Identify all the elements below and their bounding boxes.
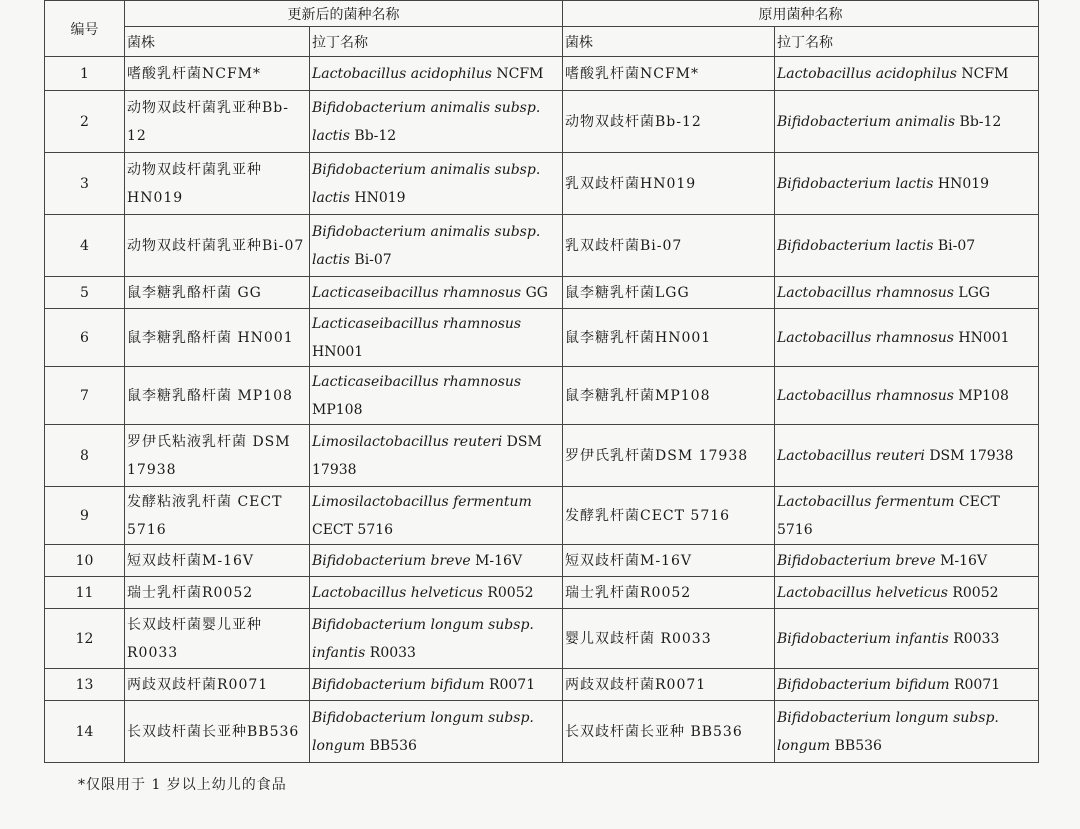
old-strain-name — [563, 609, 775, 669]
old-strain-code: Bi-07 — [937, 237, 976, 254]
old-strain-name — [563, 487, 775, 545]
new-strain-name — [125, 577, 310, 609]
new-strain-code: GG — [525, 284, 548, 301]
old-latin-text: Lactobacillus rhamnosus — [777, 284, 954, 301]
row-number — [45, 577, 125, 609]
old-latin-text: Lactobacillus rhamnosus — [777, 329, 954, 346]
header-new-latin: 拉丁名称 — [310, 27, 563, 57]
old-latin-name — [775, 367, 1039, 425]
new-latin-text: Bifidobacterium animalis subsp. lactis — [312, 99, 541, 144]
new-latin-name — [310, 91, 563, 153]
old-strain-name — [563, 669, 775, 701]
new-strain-name — [125, 609, 310, 669]
old-strain-name — [563, 153, 775, 215]
old-strain-text: 乳双歧杆菌Bi-07 — [565, 237, 683, 254]
row-number-text: 7 — [80, 387, 89, 404]
row-number — [45, 367, 125, 425]
row-number — [45, 669, 125, 701]
old-strain-code: LGG — [958, 284, 991, 301]
old-strain-code: DSM 17938 — [929, 447, 1014, 464]
old-latin-text: Bifidobacterium longum subsp. longum — [777, 709, 999, 754]
row-number — [45, 57, 125, 91]
old-strain-name — [563, 309, 775, 367]
old-strain-text: 动物双歧杆菌Bb-12 — [565, 113, 702, 130]
old-latin-name — [775, 57, 1039, 91]
new-strain-code: R0071 — [488, 676, 536, 693]
new-latin-name — [310, 57, 563, 91]
new-strain-name — [125, 277, 310, 309]
new-latin-text: Lacticaseibacillus rhamnosus — [312, 373, 522, 390]
old-latin-name — [775, 153, 1039, 215]
new-latin-name — [310, 609, 563, 669]
table-row — [45, 57, 1039, 91]
table-row — [45, 309, 1039, 367]
strain-name-table — [44, 0, 1039, 763]
old-strain-name — [563, 91, 775, 153]
row-number-text: 3 — [80, 175, 89, 192]
old-strain-name — [563, 277, 775, 309]
header-original-names: 原用菌种名称 — [563, 1, 1039, 27]
new-latin-text: Limosilactobacillus reuteri — [312, 433, 503, 450]
row-number-text: 12 — [75, 630, 94, 647]
row-number — [45, 425, 125, 487]
new-strain-code: MP108 — [312, 401, 363, 418]
new-strain-text: 两歧双歧杆菌R0071 — [127, 676, 269, 693]
new-strain-code: R0033 — [369, 644, 416, 661]
row-number — [45, 701, 125, 763]
header-number: 编号 — [45, 1, 125, 57]
new-strain-text: 长双歧杆菌长亚种BB536 — [127, 723, 300, 740]
row-number-text: 5 — [80, 284, 89, 301]
row-number — [45, 487, 125, 545]
new-strain-code: CECT 5716 — [312, 521, 394, 538]
old-strain-text: 瑞士乳杆菌R0052 — [565, 584, 692, 601]
table-body — [45, 57, 1039, 763]
new-latin-text: Bifidobacterium longum subsp. infantis — [312, 616, 534, 661]
new-latin-name — [310, 425, 563, 487]
old-strain-text: 婴儿双歧杆菌 R0033 — [565, 630, 712, 647]
new-strain-name — [125, 153, 310, 215]
old-latin-name — [775, 487, 1039, 545]
row-number-text: 1 — [80, 65, 89, 82]
old-latin-name — [775, 545, 1039, 577]
new-latin-name — [310, 277, 563, 309]
old-strain-name — [563, 425, 775, 487]
new-strain-name — [125, 701, 310, 763]
new-latin-text: Bifidobacterium animalis subsp. lactis — [312, 223, 541, 268]
new-latin-text: Limosilactobacillus fermentum — [312, 493, 532, 510]
new-strain-text: 动物双歧杆菌乳亚种HN019 — [127, 161, 262, 206]
old-latin-name — [775, 425, 1039, 487]
footnote: *仅限用于 1 岁以上幼儿的食品 — [78, 777, 287, 793]
new-strain-text: 罗伊氏粘液乳杆菌 DSM 17938 — [127, 433, 291, 478]
table-row — [45, 367, 1039, 425]
new-strain-name — [125, 309, 310, 367]
table-row — [45, 425, 1039, 487]
table-row — [45, 153, 1039, 215]
row-number — [45, 277, 125, 309]
old-latin-text: Lactobacillus fermentum — [777, 493, 955, 510]
table-row — [45, 577, 1039, 609]
old-latin-text: Bifidobacterium animalis — [777, 113, 956, 130]
new-strain-code: HN001 — [312, 343, 364, 360]
table-row — [45, 277, 1039, 309]
table-row — [45, 545, 1039, 577]
row-number-text: 4 — [80, 237, 89, 254]
old-strain-text: 罗伊氏乳杆菌DSM 17938 — [565, 447, 749, 464]
new-strain-text: 嗜酸乳杆菌NCFM* — [127, 65, 262, 82]
new-strain-name — [125, 367, 310, 425]
new-latin-name — [310, 545, 563, 577]
new-strain-name — [125, 669, 310, 701]
table-row — [45, 609, 1039, 669]
old-strain-name — [563, 57, 775, 91]
new-latin-name — [310, 701, 563, 763]
new-strain-text: 鼠李糖乳酪杆菌 HN001 — [127, 329, 294, 346]
new-strain-code: NCFM — [496, 65, 544, 82]
row-number — [45, 609, 125, 669]
new-strain-name — [125, 215, 310, 277]
new-latin-text: Bifidobacterium bifidum — [312, 676, 485, 693]
new-latin-text: Bifidobacterium longum subsp. longum — [312, 709, 534, 754]
old-latin-text: Bifidobacterium bifidum — [777, 676, 950, 693]
row-number — [45, 153, 125, 215]
table-row — [45, 669, 1039, 701]
new-latin-text: Bifidobacterium breve — [312, 552, 471, 569]
table-row — [45, 215, 1039, 277]
old-strain-code: R0033 — [953, 630, 1000, 647]
old-latin-text: Bifidobacterium lactis — [777, 237, 934, 254]
new-latin-name — [310, 669, 563, 701]
new-strain-text: 鼠李糖乳酪杆菌 MP108 — [127, 387, 293, 404]
row-number-text: 10 — [75, 552, 94, 569]
old-latin-text: Lactobacillus rhamnosus — [777, 387, 954, 404]
row-number — [45, 91, 125, 153]
table-row — [45, 701, 1039, 763]
new-latin-text: Bifidobacterium animalis subsp. lactis — [312, 161, 541, 206]
row-number — [45, 309, 125, 367]
new-strain-text: 长双歧杆菌婴儿亚种R0033 — [127, 616, 262, 661]
table-row — [45, 487, 1039, 545]
row-number — [45, 545, 125, 577]
old-latin-text: Lactobacillus acidophilus — [777, 65, 957, 82]
row-number-text: 13 — [75, 676, 94, 693]
old-strain-code: BB536 — [834, 737, 882, 754]
old-strain-text: 长双歧杆菌长亚种 BB536 — [565, 723, 743, 740]
old-strain-name — [563, 577, 775, 609]
old-latin-name — [775, 215, 1039, 277]
old-strain-text: 两歧双歧杆菌R0071 — [565, 676, 707, 693]
new-strain-name — [125, 57, 310, 91]
new-strain-code: R0052 — [487, 584, 534, 601]
new-strain-code: DSM 17938 — [312, 433, 542, 478]
old-latin-name — [775, 91, 1039, 153]
old-strain-text: 鼠李糖乳杆菌MP108 — [565, 387, 711, 404]
old-latin-name — [775, 277, 1039, 309]
old-strain-name — [563, 701, 775, 763]
table-row — [45, 91, 1039, 153]
old-latin-text: Lactobacillus reuteri — [777, 447, 925, 464]
old-strain-name — [563, 367, 775, 425]
old-strain-name — [563, 215, 775, 277]
header-old-latin: 拉丁名称 — [775, 27, 1039, 57]
new-strain-name — [125, 425, 310, 487]
row-number-text: 2 — [80, 113, 89, 130]
old-latin-name — [775, 669, 1039, 701]
new-latin-name — [310, 153, 563, 215]
old-latin-name — [775, 309, 1039, 367]
new-latin-text: Lacticaseibacillus rhamnosus — [312, 284, 522, 301]
old-strain-text: 乳双歧杆菌HN019 — [565, 175, 697, 192]
old-strain-code: R0071 — [953, 676, 1001, 693]
old-strain-code: R0052 — [952, 584, 999, 601]
old-latin-name — [775, 609, 1039, 669]
new-strain-text: 鼠李糖乳酪杆菌 GG — [127, 284, 262, 301]
old-strain-code: MP108 — [958, 387, 1009, 404]
new-strain-text: 短双歧杆菌M-16V — [127, 552, 254, 569]
new-strain-name — [125, 545, 310, 577]
old-strain-name — [563, 545, 775, 577]
new-strain-code: BB536 — [369, 737, 417, 754]
new-strain-name — [125, 91, 310, 153]
new-latin-text: Lactobacillus helveticus — [312, 584, 483, 601]
strain-table-sheet — [44, 0, 1038, 763]
new-strain-text: 瑞士乳杆菌R0052 — [127, 584, 254, 601]
new-strain-code: Bi-07 — [354, 251, 392, 268]
row-number-text: 11 — [75, 584, 94, 601]
new-strain-text: 动物双歧杆菌乳亚种Bb-12 — [127, 99, 289, 144]
new-latin-name — [310, 487, 563, 545]
old-strain-text: 鼠李糖乳杆菌LGG — [565, 284, 690, 301]
new-strain-text: 发酵粘液乳杆菌 CECT 5716 — [127, 493, 283, 538]
old-strain-code: Bb-12 — [959, 113, 1002, 130]
old-latin-name — [775, 577, 1039, 609]
old-latin-text: Bifidobacterium lactis — [777, 175, 934, 192]
header-updated-names: 更新后的菌种名称 — [125, 1, 563, 27]
old-strain-text: 发酵乳杆菌CECT 5716 — [565, 507, 731, 524]
header-new-strain: 菌株 — [125, 27, 310, 57]
row-number-text: 8 — [80, 447, 89, 464]
new-strain-code: HN019 — [354, 189, 406, 206]
new-latin-name — [310, 577, 563, 609]
old-latin-text: Lactobacillus helveticus — [777, 584, 948, 601]
old-strain-text: 鼠李糖乳杆菌HN001 — [565, 329, 712, 346]
new-latin-text: Lactobacillus acidophilus — [312, 65, 492, 82]
new-latin-text: Lacticaseibacillus rhamnosus — [312, 315, 522, 332]
new-strain-text: 动物双歧杆菌乳亚种Bi-07 — [127, 237, 305, 254]
new-strain-name — [125, 487, 310, 545]
old-strain-code: CECT 5716 — [777, 493, 1000, 538]
row-number-text: 9 — [80, 507, 89, 524]
old-strain-text: 短双歧杆菌M-16V — [565, 552, 692, 569]
row-number-text: 14 — [75, 723, 94, 740]
header-old-strain: 菌株 — [563, 27, 775, 57]
old-strain-code: NCFM — [961, 65, 1009, 82]
old-strain-code: M-16V — [940, 552, 988, 569]
old-latin-name — [775, 701, 1039, 763]
old-strain-text: 嗜酸乳杆菌NCFM* — [565, 65, 700, 82]
old-latin-text: Bifidobacterium infantis — [777, 630, 949, 647]
row-number-text: 6 — [80, 329, 89, 346]
new-latin-name — [310, 309, 563, 367]
old-strain-code: HN019 — [937, 175, 990, 192]
new-strain-code: Bb-12 — [354, 127, 397, 144]
new-latin-name — [310, 367, 563, 425]
new-strain-code: M-16V — [475, 552, 523, 569]
row-number — [45, 215, 125, 277]
old-latin-text: Bifidobacterium breve — [777, 552, 936, 569]
old-strain-code: HN001 — [958, 329, 1010, 346]
new-latin-name — [310, 215, 563, 277]
